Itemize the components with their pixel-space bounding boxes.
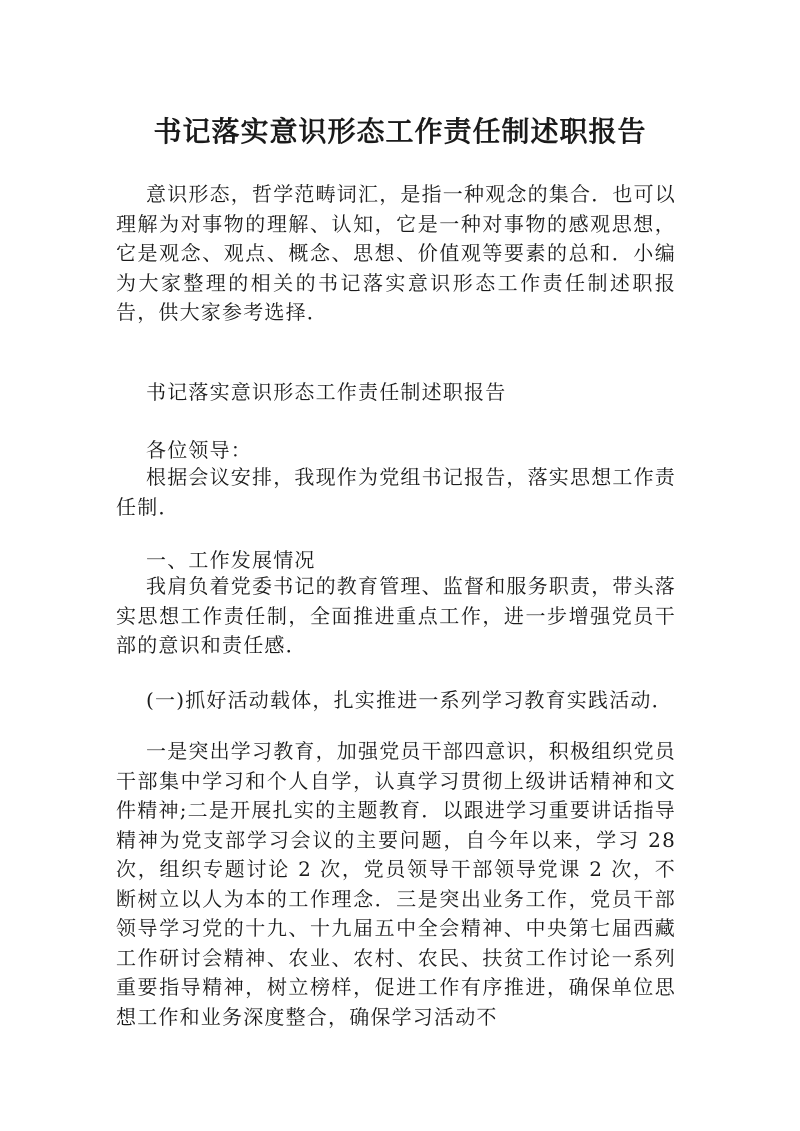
opening-paragraph: 根据会议安排，我现作为党组书记报告，落实思想工作责任制． <box>116 465 676 519</box>
section-body-paragraph: 我肩负着党委书记的教育管理、监督和服务职责，带头落实思想工作责任制，全面推进重点工作，进一步增强党员干部的意识和责任感． <box>116 574 676 657</box>
salutation: 各位领导： <box>146 438 252 462</box>
report-subtitle: 书记落实意识形态工作责任制述职报告 <box>146 380 507 404</box>
section-heading: 一、工作发展情况 <box>146 548 316 572</box>
subsection-heading: (一)抓好活动载体，扎实推进一系列学习教育实践活动． <box>146 688 673 712</box>
subsection-body-paragraph: 一是突出学习教育，加强党员干部四意识，积极组织党员干部集中学习和个人自学，认真学习贯彻上级讲话精神和文件精神;二是开展扎实的主题教育．以跟进学习重要讲话指导精神为党支部学习会议的主要问题，自今年以来，学习 28 次，组织专题讨论 2 次，党员领导干部领导党课 2 次，不断树立以人为本的工作理念．三是突出业务工作，党员干部领导学习党的十九、十九届五中全会精神、中央第七届西藏工作研讨会精神、农业、农村、农民、扶贫工作讨论一系列重要指导精神，树立榜样，促进工作有序推进，确保单位思想工作和业务深度整合，确保学习活动不 <box>116 739 676 1029</box>
intro-paragraph: 意识形态，哲学范畴词汇，是指一种观念的集合．也可以理解为对事物的理解、认知，它是一种对事物的感观思想，它是观念、观点、概念、思想、价值观等要素的总和．小编为大家整理的相关的书记落实意识形态工作责任制述职报告，供大家参考选择． <box>116 182 676 324</box>
document-title: 书记落实意识形态工作责任制述职报告 <box>153 115 647 148</box>
